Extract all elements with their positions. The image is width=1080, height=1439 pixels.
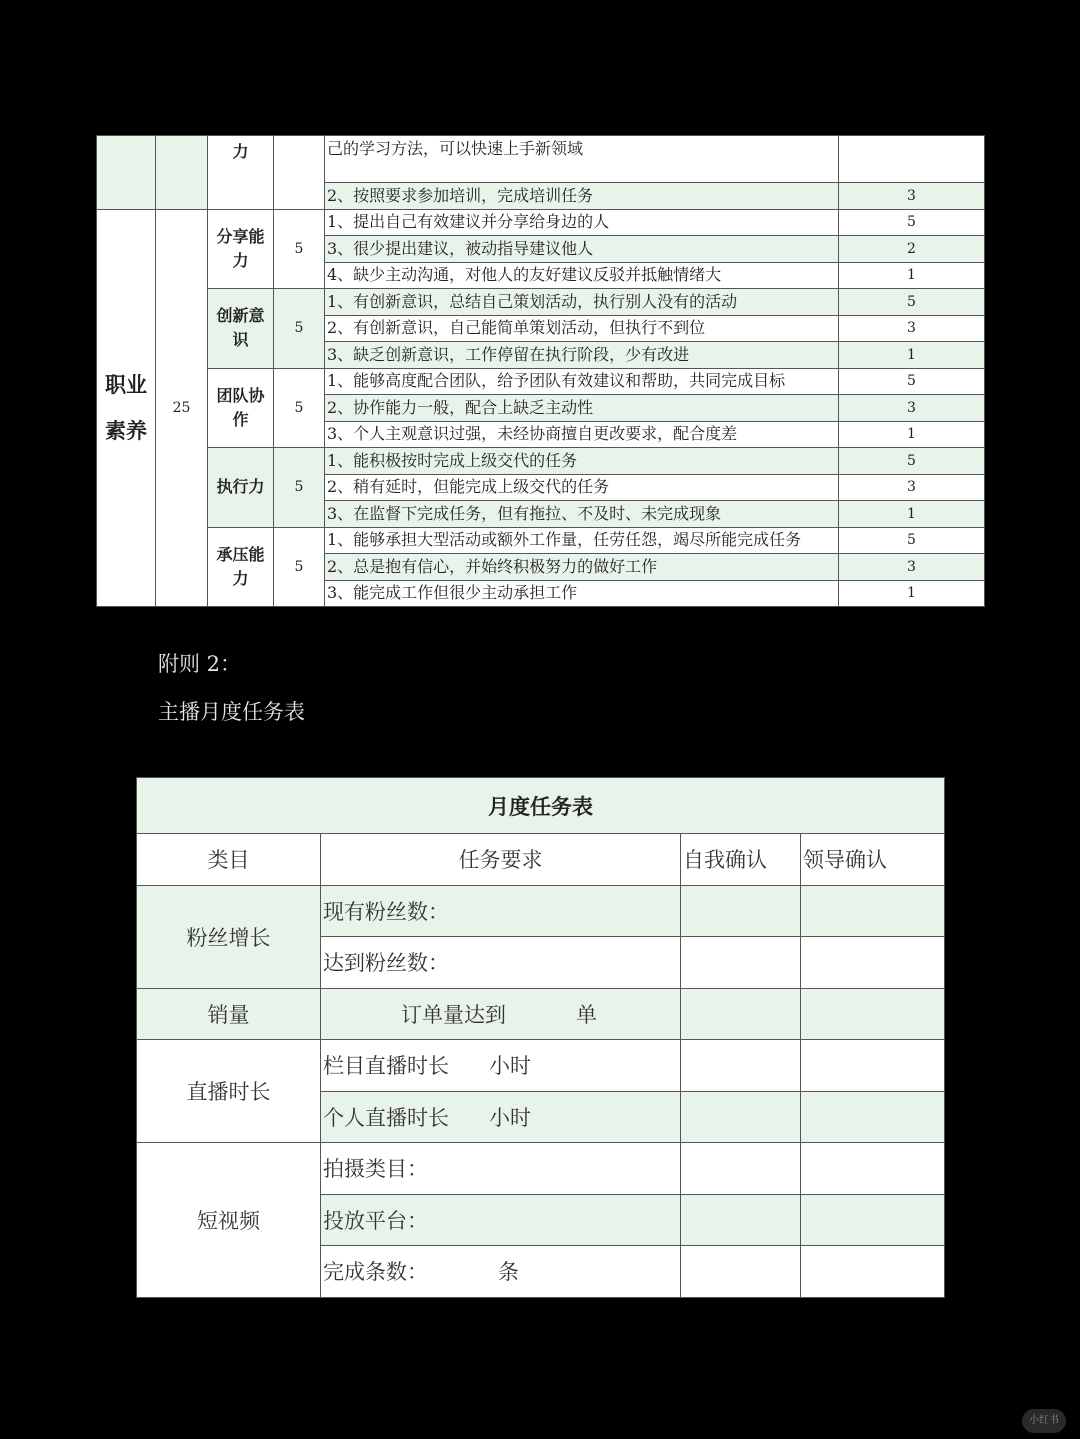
subcategory-weight: 5 <box>274 289 325 369</box>
self-confirm-cell[interactable] <box>681 1040 801 1092</box>
leader-confirm-cell[interactable] <box>801 885 945 937</box>
table-row <box>97 448 985 475</box>
item-score: 1 <box>839 501 985 528</box>
leader-confirm-cell[interactable] <box>801 1194 945 1246</box>
item-score: 5 <box>839 289 985 316</box>
header-self-confirm: 自我确认 <box>681 834 801 886</box>
leader-confirm-cell[interactable] <box>801 937 945 989</box>
leader-confirm-cell[interactable] <box>801 1040 945 1092</box>
item-score: 3 <box>839 395 985 422</box>
subcategory-weight: 5 <box>274 368 325 448</box>
subcategory-label: 团队协 作 <box>208 368 274 448</box>
table-row <box>137 988 945 1040</box>
leader-confirm-cell[interactable] <box>801 988 945 1040</box>
item-score: 1 <box>839 580 985 607</box>
item-text: 2、有创新意识，自己能简单策划活动，但执行不到位 <box>325 315 839 342</box>
category-cell-carry <box>97 136 156 210</box>
category-live: 直播时长 <box>137 1040 321 1143</box>
item-text: 2、总是抱有信心，并始终积极努力的做好工作 <box>325 554 839 581</box>
leader-confirm-cell[interactable] <box>801 1246 945 1298</box>
table-row <box>97 136 985 183</box>
table-row <box>97 209 985 236</box>
requirement-cell: 栏目直播时长 小时 <box>321 1040 681 1092</box>
item-score: 3 <box>839 554 985 581</box>
item-text: 2、按照要求参加培训，完成培训任务 <box>325 183 839 210</box>
subcategory-weight: 5 <box>274 448 325 528</box>
table-row <box>97 289 985 316</box>
monthly-task-table <box>136 777 945 1298</box>
self-confirm-cell[interactable] <box>681 1194 801 1246</box>
item-text: 3、能完成工作但很少主动承担工作 <box>325 580 839 607</box>
subcategory-fragment: 力 <box>208 136 274 210</box>
table-row <box>97 527 985 554</box>
table-header-row <box>137 834 945 886</box>
item-text: 3、在监督下完成任务，但有拖拉、不及时、未完成现象 <box>325 501 839 528</box>
item-text: 1、提出自己有效建议并分享给身边的人 <box>325 209 839 236</box>
item-score <box>839 136 985 183</box>
leader-confirm-cell[interactable] <box>801 1143 945 1195</box>
requirement-cell: 个人直播时长 小时 <box>321 1091 681 1143</box>
table-row <box>97 368 985 395</box>
header-category: 类目 <box>137 834 321 886</box>
category-fans: 粉丝增长 <box>137 885 321 988</box>
item-text: 2、协作能力一般，配合上缺乏主动性 <box>325 395 839 422</box>
item-score: 5 <box>839 368 985 395</box>
requirement-cell: 现有粉丝数： <box>321 885 681 937</box>
leader-confirm-cell[interactable] <box>801 1091 945 1143</box>
requirement-cell: 投放平台： <box>321 1194 681 1246</box>
subcategory-weight: 5 <box>274 209 325 289</box>
item-score: 5 <box>839 527 985 554</box>
item-score: 1 <box>839 342 985 369</box>
self-confirm-cell[interactable] <box>681 937 801 989</box>
self-confirm-cell[interactable] <box>681 1143 801 1195</box>
weight-cell-carry <box>156 136 208 210</box>
category-weight: 25 <box>156 209 208 607</box>
subcategory-label: 创新意 识 <box>208 289 274 369</box>
item-score: 3 <box>839 474 985 501</box>
watermark-logo: 小红书 <box>1022 1409 1066 1433</box>
table-title: 月度任务表 <box>137 778 945 834</box>
item-text: 1、能积极按时完成上级交代的任务 <box>325 448 839 475</box>
appendix-heading: 附则 2： <box>158 652 242 676</box>
subcategory-label: 执行力 <box>208 448 274 528</box>
item-text: 己的学习方法，可以快速上手新领域 <box>325 136 839 183</box>
item-score: 5 <box>839 209 985 236</box>
self-confirm-cell[interactable] <box>681 1091 801 1143</box>
table-row <box>137 1143 945 1195</box>
item-text: 3、很少提出建议，被动指导建议他人 <box>325 236 839 263</box>
table-row <box>137 885 945 937</box>
item-score: 3 <box>839 183 985 210</box>
subcategory-label: 承压能 力 <box>208 527 274 607</box>
item-score: 2 <box>839 236 985 263</box>
item-text: 1、能够高度配合团队，给予团队有效建议和帮助，共同完成目标 <box>325 368 839 395</box>
requirement-cell: 完成条数： 条 <box>321 1246 681 1298</box>
item-text: 3、缺乏创新意识，工作停留在执行阶段，少有改进 <box>325 342 839 369</box>
requirement-cell: 拍摄类目： <box>321 1143 681 1195</box>
subcategory-weight: 5 <box>274 527 325 607</box>
item-score: 1 <box>839 262 985 289</box>
section-subtitle: 主播月度任务表 <box>158 700 305 724</box>
item-text: 4、缺少主动沟通，对他人的友好建议反驳并抵触情绪大 <box>325 262 839 289</box>
header-leader-confirm: 领导确认 <box>801 834 945 886</box>
item-text: 1、能够承担大型活动或额外工作量，任劳任怨，竭尽所能完成任务 <box>325 527 839 554</box>
self-confirm-cell[interactable] <box>681 1246 801 1298</box>
category-sales: 销量 <box>137 988 321 1040</box>
header-requirement: 任务要求 <box>321 834 681 886</box>
evaluation-table <box>96 135 985 607</box>
subcategory-label: 分享能 力 <box>208 209 274 289</box>
table-row <box>137 1040 945 1092</box>
item-text: 2、稍有延时，但能完成上级交代的任务 <box>325 474 839 501</box>
sub-weight-carry <box>274 136 325 210</box>
item-score: 3 <box>839 315 985 342</box>
item-score: 5 <box>839 448 985 475</box>
table-title-row <box>137 778 945 834</box>
category-label: 职业 素养 <box>97 209 156 607</box>
item-text: 3、个人主观意识过强，未经协商擅自更改要求，配合度差 <box>325 421 839 448</box>
item-score: 1 <box>839 421 985 448</box>
item-text: 1、有创新意识，总结自己策划活动，执行别人没有的活动 <box>325 289 839 316</box>
self-confirm-cell[interactable] <box>681 885 801 937</box>
requirement-cell: 订单量达到 单 <box>321 988 681 1040</box>
requirement-cell: 达到粉丝数： <box>321 937 681 989</box>
self-confirm-cell[interactable] <box>681 988 801 1040</box>
category-video: 短视频 <box>137 1143 321 1298</box>
